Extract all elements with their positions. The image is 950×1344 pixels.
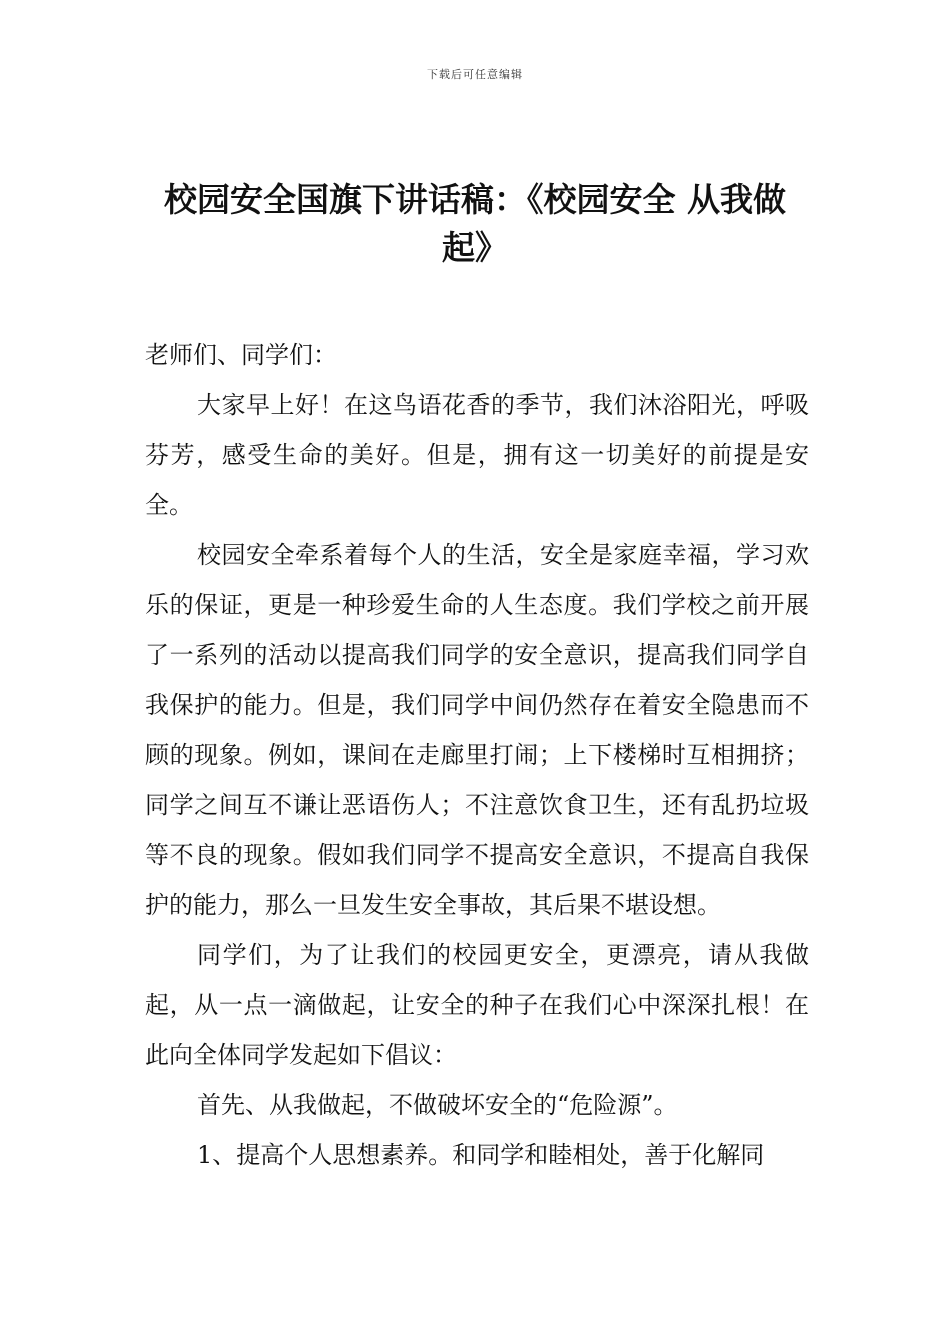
paragraph-4: 首先、从我做起，不做破坏安全的“危险源”。 bbox=[197, 1091, 678, 1119]
paragraph-2: 校园安全牵系着每个人的生活，安全是家庭幸福，学习欢乐的保证，更是一种珍爱生命的人生态度。我们学校之前开展了一系列的活动以提高我们同学的安全意识，提高我们同学自我保护的能力。但是，我们同学中间仍然存在着安全隐患而不顾的现象。例如，课间在走廊里打闹；上下楼梯时互相拥挤；同学之间互不谦让恶语伤人；不注意饮食卫生，还有乱扔垃圾等不良的现象。假如我们同学不提高安全意识，不提高自我保护的能力，那么一旦发生安全事故，其后果不堪设想。 bbox=[145, 541, 809, 919]
paragraph-1: 大家早上好！在这鸟语花香的季节，我们沐浴阳光，呼吸芬芳，感受生命的美好。但是，拥有这一切美好的前提是安全。 bbox=[145, 391, 809, 519]
document-body bbox=[145, 330, 809, 1180]
paragraph-5: 1、提高个人思想素养。和同学和睦相处，善于化解同 bbox=[197, 1141, 765, 1169]
page-header-note: 下载后可任意编辑 bbox=[427, 68, 523, 81]
document-title: 校园安全国旗下讲话稿：《校园安全 从我做起》 bbox=[164, 180, 786, 267]
salutation: 老师们、同学们： bbox=[145, 341, 337, 369]
paragraph-3: 同学们，为了让我们的校园更安全，更漂亮，请从我做起，从一点一滴做起，让安全的种子在我们心中深深扎根！在此向全体同学发起如下倡议： bbox=[145, 941, 809, 1069]
